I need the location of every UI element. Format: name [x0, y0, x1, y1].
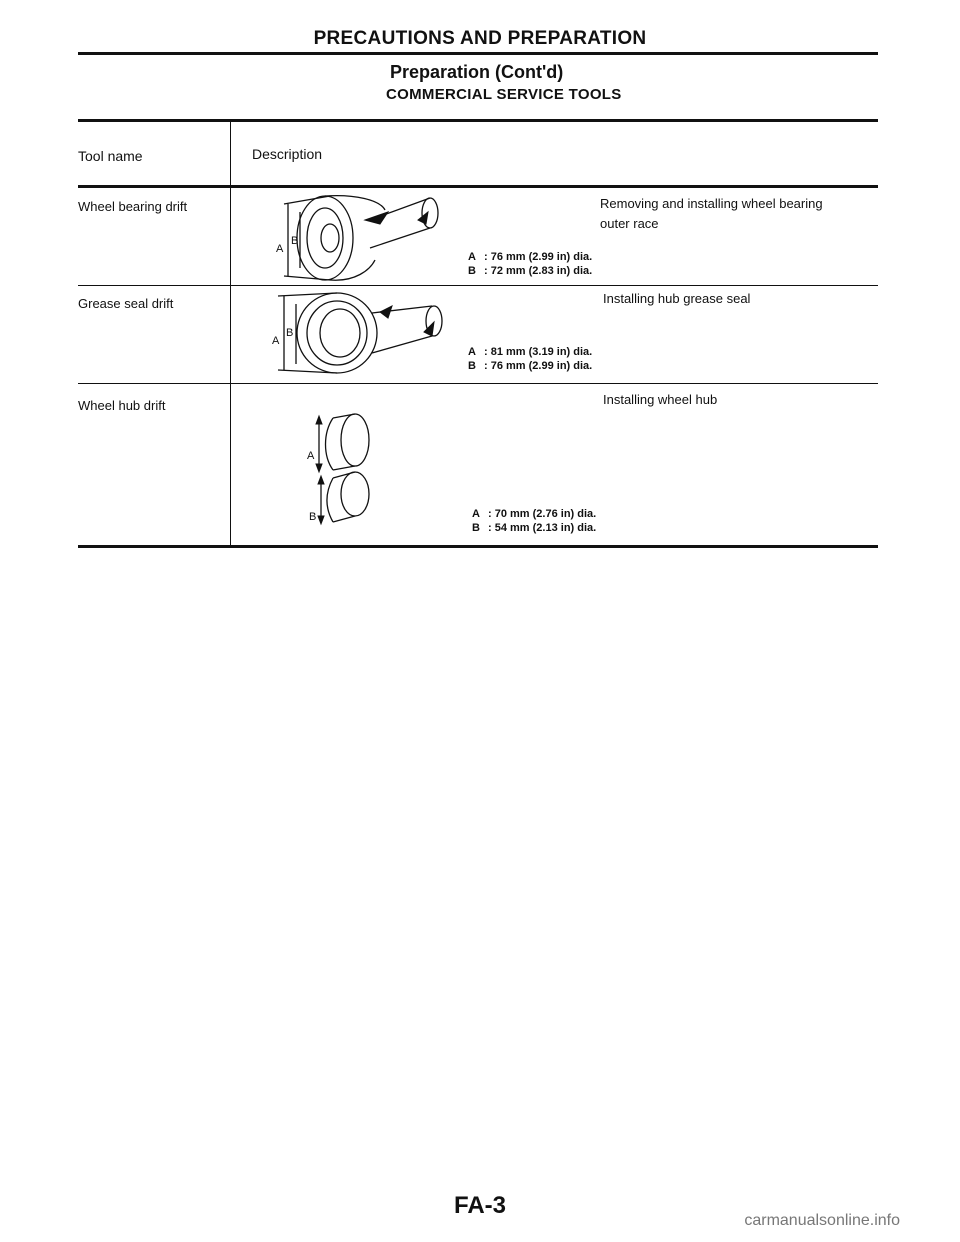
row-divider [78, 285, 878, 286]
tool-specs [468, 250, 592, 278]
dimension-label: A [276, 243, 284, 255]
tool-description [600, 194, 823, 234]
dimension-label: B [291, 235, 299, 247]
dimension-label: A [307, 450, 315, 462]
subsection-title: COMMERCIAL SERVICE TOOLS [386, 86, 622, 103]
spec-key: A [468, 251, 476, 263]
page-title: PRECAUTIONS AND PREPARATION [313, 28, 647, 49]
dimension-label: B [309, 511, 317, 523]
spec-line [468, 345, 592, 359]
spec-key: B [468, 265, 476, 277]
spec-value: : 70 mm (2.76 in) dia. [488, 508, 597, 520]
tool-name: Grease seal drift [78, 296, 174, 311]
row-divider [78, 383, 878, 384]
spec-value: : 72 mm (2.83 in) dia. [484, 265, 593, 277]
tool-specs [468, 345, 592, 373]
spec-line [472, 507, 596, 521]
dimension-label: B [286, 327, 294, 339]
spec-value: : 54 mm (2.13 in) dia. [488, 522, 597, 534]
column-header-description: Description [252, 146, 323, 162]
grease-seal-drift-illustration [262, 288, 452, 383]
description-line: Removing and installing wheel bearing [600, 196, 823, 211]
spec-value: : 76 mm (2.99 in) dia. [484, 360, 593, 372]
spec-value: : 81 mm (3.19 in) dia. [484, 346, 593, 358]
spec-line [468, 264, 592, 278]
description-line: Installing hub grease seal [603, 291, 751, 306]
spec-key: B [468, 360, 476, 372]
wheel-bearing-drift-illustration [270, 190, 450, 285]
tool-name: Wheel bearing drift [78, 199, 188, 214]
section-title: Preparation (Cont'd) [390, 62, 564, 82]
spec-line [468, 359, 592, 373]
column-divider [230, 119, 231, 547]
spec-line [472, 521, 596, 535]
description-line: outer race [600, 216, 659, 231]
table-header-rule [78, 185, 878, 188]
spec-key: A [468, 346, 476, 358]
spec-line [468, 250, 592, 264]
tool-description [603, 390, 717, 410]
spec-value: : 76 mm (2.99 in) dia. [484, 251, 593, 263]
spec-key: A [472, 508, 480, 520]
watermark: carmanualsonline.info [744, 1212, 900, 1229]
header-rule [78, 52, 878, 55]
tool-name: Wheel hub drift [78, 398, 166, 413]
table-bottom-rule [78, 545, 878, 548]
dimension-label: A [272, 335, 280, 347]
spec-key: B [472, 522, 480, 534]
tool-description [603, 289, 750, 309]
tool-specs [472, 507, 596, 535]
description-line: Installing wheel hub [603, 392, 718, 407]
wheel-hub-drift-illustration [295, 398, 435, 543]
page-number: FA-3 [453, 1192, 506, 1219]
column-header-tool-name: Tool name [78, 148, 143, 164]
table-top-rule [78, 119, 878, 122]
